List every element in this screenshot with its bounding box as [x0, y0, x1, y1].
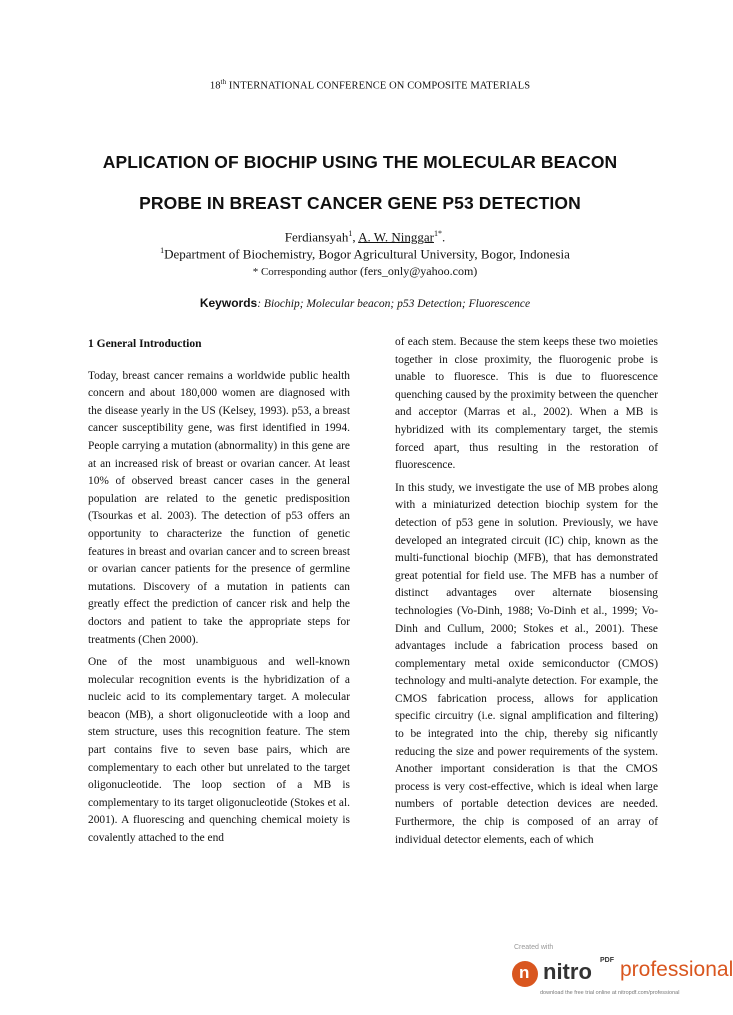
corresponding-author: [0, 264, 720, 279]
author-1-affiliation: 1: [348, 229, 353, 238]
watermark-download-link[interactable]: download the free trial online at nitropdf.com/professional: [540, 990, 680, 996]
conference-ordinal-suffix: th: [220, 78, 227, 86]
watermark-created-with: Created with: [514, 944, 554, 951]
left-paragraph-1: Today, breast cancer remains a worldwide public health concern and about 180,000 women are diagnosed with the disease yearly in the US (Kelsey, 1993). p53, a breast cancer susceptibility gene, was first identified in 1994. People carrying a mutation (abnormality) in this gene are at an increased risk of breast or ovarian cancer. At least 10% of observed breast cancer cases in the general population are related to the genetic predisposition (Tsourkas et al. 2003). The detection of p53 offers an opportunity to characterize the function of genetic features in breast and ovarian cancer and to screen breast or ovarian cancer patients for the presence of germline mutations. Discovery of a mutation in patients can greatly effect the prediction of cancer risk and help the doctors and patient to take the appropriate steps for treatments (Chen 2000).: [88, 369, 350, 646]
paper-title-line-2: PROBE IN BREAST CANCER GENE P53 DETECTION: [139, 193, 581, 213]
right-column: [395, 334, 658, 854]
keywords: [0, 296, 720, 310]
author-trailing: .: [441, 229, 446, 245]
left-column: [88, 336, 350, 853]
corresponding-email[interactable]: (fers_only@yahoo.com): [359, 264, 478, 278]
keywords-colon: :: [257, 298, 264, 310]
corresponding-prefix: * Corresponding author: [252, 266, 360, 278]
keywords-text: Biochip; Molecular beacon; p53 Detection; Fluorescence: [263, 298, 531, 310]
section-heading: 1 General Introduction: [88, 338, 202, 350]
author-separator: ,: [352, 229, 359, 245]
watermark-product: professional: [620, 958, 733, 981]
keywords-label: Keywords: [199, 296, 258, 310]
right-paragraph-2: In this study, we investigate the use of MB probes along with a miniaturized detection biochip system for the detection of p53 gene in solution. Previously, we have developed an integrated circuit (IC) chip, known as the multi-functional biochip (MFB), that has demonstrated great potential for field use. The MFB has a number of distinct advantages over alternate biosensing technologies (Vo-Dinh, 1988; Vo-Dinh et al., 1999; Vo-Dinh and Cullum, 2000; Stokes et al., 2001). These advantages include a fabrication process based on complementary metal oxide semiconductor (CMOS) technology and multi-analyte detection. For example, the CMOS fabrication process, allows for application specific circuitry (i.e. signal amplification and filtering) to be integrated into the chip, thereby sig nificantly reducing the size and power requirements of the system. Another important consideration is that the CMOS process is very cost-effective, which is ideal when large numbers of portable detection devices are needed. Furthermore, the chip is composed of an array of individual detector elements, each of which: [395, 481, 658, 846]
conference-header: [0, 78, 720, 92]
paper-title-line-1: APLICATION OF BIOCHIP USING THE MOLECULAR BEACON: [102, 152, 618, 172]
affiliation-text: Department of Biochemistry, Bogor Agricultural University, Bogor, Indonesia: [164, 246, 570, 262]
nitro-logo-icon: [512, 961, 538, 987]
conference-ordinal: 18: [209, 80, 221, 92]
right-paragraph-1: of each stem. Because the stem keeps these two moieties together in close proximity, the fluorogenic probe is unable to fluoresce. This is due to fluorescence quenching caused by the proximity between the quencher and acceptor (Marras et al., 2002). When a MB is hybridized with its complementary target, the stemis forced apart, thus resulting in the restoration of fluorescence.: [395, 336, 658, 472]
watermark-brand-sup: PDF: [600, 957, 614, 964]
conference-name: INTERNATIONAL CONFERENCE ON COMPOSITE MATERIALS: [226, 80, 531, 92]
author-2[interactable]: A. W. Ninggar: [358, 229, 434, 245]
affiliation: [0, 246, 720, 262]
watermark-brand: nitro: [543, 959, 592, 984]
nitro-watermark[interactable]: [512, 944, 733, 1004]
author-1: Ferdiansyah: [284, 229, 349, 245]
author-2-affiliation: 1*: [433, 229, 442, 238]
left-paragraph-2: One of the most unambiguous and well-known molecular recognition events is the hybridization of a nucleic acid to its complementary target. A molecular beacon (MB), a short oligonucleotide with a loop and stem structure, uses this recognition feature. The stem part contains five to seven base pairs, which are complementary to each other but unrelated to the target oligonucleotide. The loop section of a MB is complementary to its target oligonucleotide (Stokes et al. 2001). A fluorescing and quenching chemical moiety is covalently attached to the end: [88, 656, 350, 845]
nitro-logo-letter: n: [519, 963, 530, 982]
affiliation-marker: 1: [160, 246, 165, 255]
author-list: [0, 229, 720, 245]
